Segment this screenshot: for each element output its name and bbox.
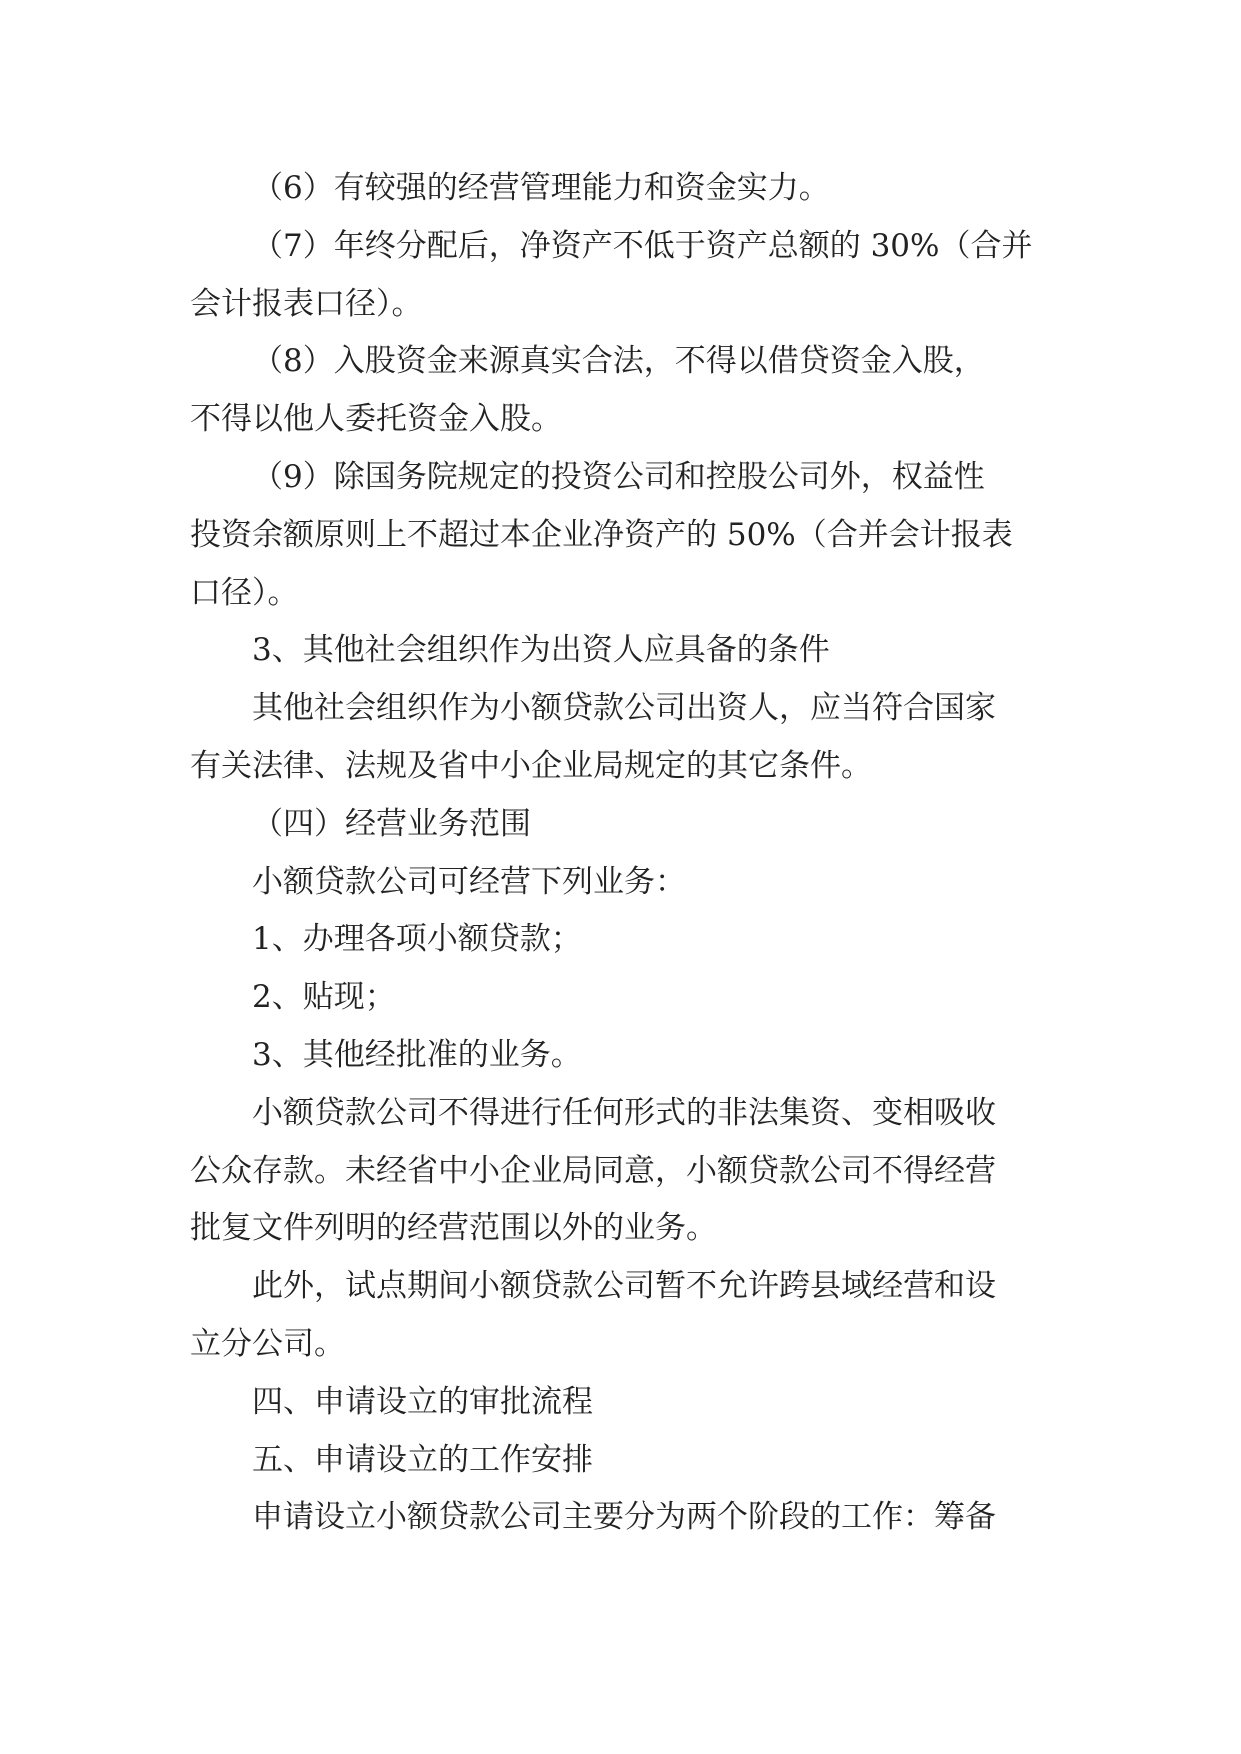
text-line: （6）有较强的经营管理能力和资金实力。 [252, 170, 830, 206]
text-line: 五、申请设立的工作安排 [252, 1441, 593, 1478]
section-heading-other-organizations [190, 622, 1056, 680]
text-line: 立分公司。 [190, 1325, 345, 1362]
paragraph-6 [190, 160, 1056, 218]
text-line: 其他社会组织作为小额贷款公司出资人，应当符合国家 [252, 690, 996, 727]
list-item-loans [190, 911, 1056, 969]
text-line: （8）入股资金来源真实合法，不得以借贷资金入股， [252, 343, 985, 380]
text-line: 投资余额原则上不超过本企业净资产的 50%（合并会计报表 [190, 516, 1013, 553]
document-body [190, 160, 1056, 1547]
section-heading-work-arrangement [190, 1432, 1056, 1490]
text-line: 会计报表口径）。 [190, 285, 423, 322]
list-item-discount [190, 969, 1056, 1027]
text-line: 此外，试点期间小额贷款公司暂不允许跨县域经营和设 [252, 1268, 996, 1305]
paragraph-9 [190, 449, 1056, 622]
text-line: 四、申请设立的审批流程 [252, 1383, 593, 1420]
paragraph-business-intro [190, 854, 1056, 912]
paragraph-two-stages [190, 1489, 1056, 1547]
section-heading-business-scope [190, 796, 1056, 854]
text-line: 申请设立小额贷款公司主要分为两个阶段的工作：筹备 [252, 1499, 996, 1536]
text-line: 公众存款。未经省中小企业局同意，小额贷款公司不得经营 [190, 1152, 996, 1189]
text-line: 1、办理各项小额贷款； [252, 921, 582, 958]
text-line: 小额贷款公司可经营下列业务： [252, 863, 686, 900]
paragraph-prohibitions [190, 1085, 1056, 1258]
text-line: 小额贷款公司不得进行任何形式的非法集资、变相吸收 [252, 1094, 996, 1131]
paragraph-pilot-period [190, 1258, 1056, 1374]
text-line: 批复文件列明的经营范围以外的业务。 [190, 1210, 717, 1247]
section-heading-approval-process [190, 1374, 1056, 1432]
text-line: 3、其他社会组织作为出资人应具备的条件 [252, 632, 830, 669]
paragraph-other-organizations [190, 680, 1056, 796]
text-line: 有关法律、法规及省中小企业局规定的其它条件。 [190, 747, 872, 784]
text-line: 口径）。 [190, 574, 299, 611]
text-line: 3、其他经批准的业务。 [252, 1036, 582, 1073]
paragraph-7 [190, 218, 1056, 334]
list-item-other [190, 1027, 1056, 1085]
text-line: 不得以他人委托资金入股。 [190, 401, 562, 438]
text-line: （四）经营业务范围 [252, 805, 531, 842]
text-line: （9）除国务院规定的投资公司和控股公司外，权益性 [252, 458, 985, 495]
text-line: 2、贴现； [252, 979, 396, 1016]
paragraph-8 [190, 333, 1056, 449]
text-line: （7）年终分配后，净资产不低于资产总额的 30%（合并 [252, 227, 1033, 264]
